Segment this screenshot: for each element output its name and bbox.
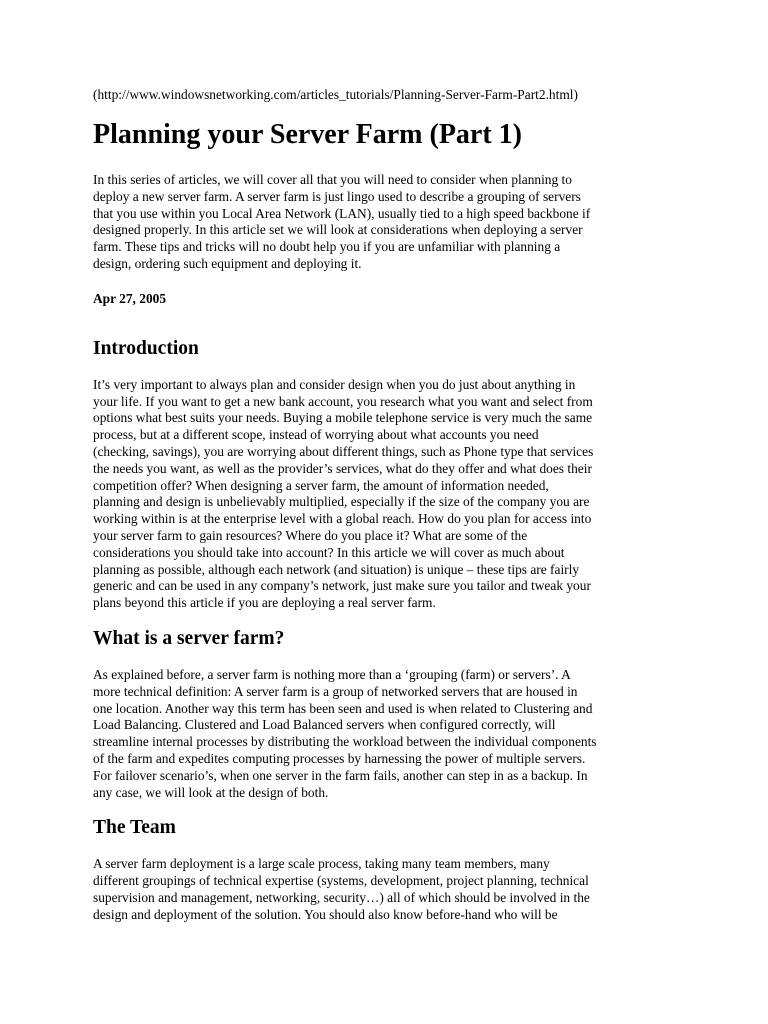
section-heading-introduction: Introduction (93, 337, 199, 359)
paragraph-line: plans beyond this article if you are deploying a real server farm. (93, 595, 436, 611)
paragraph-line: planning as possible, although each network (and situation) is unique – these tips are fairly (93, 561, 580, 577)
paragraph-line: of the farm and expedites computing processes by harnessing the power of multiple servers. (93, 750, 586, 766)
paragraph-line: In this series of articles, we will cover all that you will need to consider when planning to (93, 172, 572, 187)
paragraph-line: designed properly. In this article set we will look at considerations when deploying a server (93, 222, 583, 238)
paragraph-line: deploy a new server farm. A server farm is just lingo used to describe a grouping of servers (93, 188, 581, 204)
the-team-paragraph (93, 856, 673, 923)
paragraph-line: your life. If you want to get a new bank account, you research what you want and select from (93, 393, 593, 409)
what-is-server-farm-paragraph (93, 667, 673, 801)
paragraph-line: design and deployment of the solution. You should also know before-hand who will be (93, 906, 558, 922)
paragraph-line: the needs you want, as well as the provider’s services, what do they offer and what does their (93, 460, 592, 476)
section-heading-the-team: The Team (93, 817, 176, 839)
paragraph-line: options what best suits your needs. Buying a mobile telephone service is very much the same (93, 410, 593, 426)
paragraph-line: generic and can be used in any company’s network, just make sure you tailor and tweak your (93, 578, 591, 594)
paragraph-line: It’s very important to always plan and consider design when you do just about anything in (93, 376, 576, 392)
paragraph-line: streamline internal processes by distributing the workload between the individual components (93, 734, 597, 750)
paragraph-line: one location. Another way this term has been seen and used is when related to Clustering and (93, 700, 593, 716)
paragraph-line: planning and design is unbelievably multiplied, especially if the size of the company you are (93, 494, 590, 510)
paragraph-line: working within is at the enterprise level with a global reach. How do you plan for access into (93, 511, 592, 527)
paragraph-line: any case, we will look at the design of both. (93, 784, 329, 800)
paragraph-line: (checking, savings), you are worrying about different things, such as Phone type that services (93, 443, 594, 459)
paragraph-line: As explained before, a server farm is nothing more than a ‘grouping (farm) or servers’. A (93, 666, 571, 682)
paragraph-line: farm. These tips and tricks will no doubt help you if you are unfamiliar with planning a (93, 239, 561, 255)
paragraph-line: more technical definition: A server farm is a group of networked servers that are housed in (93, 683, 578, 699)
intro-paragraph (93, 172, 673, 273)
paragraph-line: your server farm to gain resources? Where do you place it? What are some of the (93, 527, 528, 543)
paragraph-line: For failover scenario’s, when one server in the farm fails, another can step in as a backup. In (93, 767, 588, 783)
introduction-paragraph (93, 377, 673, 612)
document-title: Planning your Server Farm (Part 1) (93, 119, 523, 150)
paragraph-line: A server farm deployment is a large scale process, taking many team members, many (93, 856, 550, 872)
source-url: (http://www.windowsnetworking.com/articles_tutorials/Planning-Server-Farm-Part2.html) (93, 87, 578, 102)
document-page (93, 86, 673, 924)
publish-date: Apr 27, 2005 (93, 290, 167, 306)
paragraph-line: that you use within you Local Area Network (LAN), usually tied to a high speed backbone if (93, 205, 591, 221)
section-heading-what-is-server-farm: What is a server farm? (93, 627, 285, 649)
paragraph-line: process, but at a different scope, instead of worrying about what accounts you need (93, 427, 539, 443)
paragraph-line: design, ordering such equipment and deploying it. (93, 255, 362, 271)
paragraph-line: different groupings of technical expertise (systems, development, project planning, technical (93, 873, 589, 889)
paragraph-line: supervision and management, networking, security…) all of which should be involved in the (93, 889, 590, 905)
paragraph-line: considerations you should take into account? In this article we will cover as much about (93, 544, 565, 560)
paragraph-line: Load Balancing. Clustered and Load Balanced servers when configured correctly, will (93, 717, 556, 733)
paragraph-line: competition offer? When designing a server farm, the amount of information needed, (93, 477, 549, 493)
